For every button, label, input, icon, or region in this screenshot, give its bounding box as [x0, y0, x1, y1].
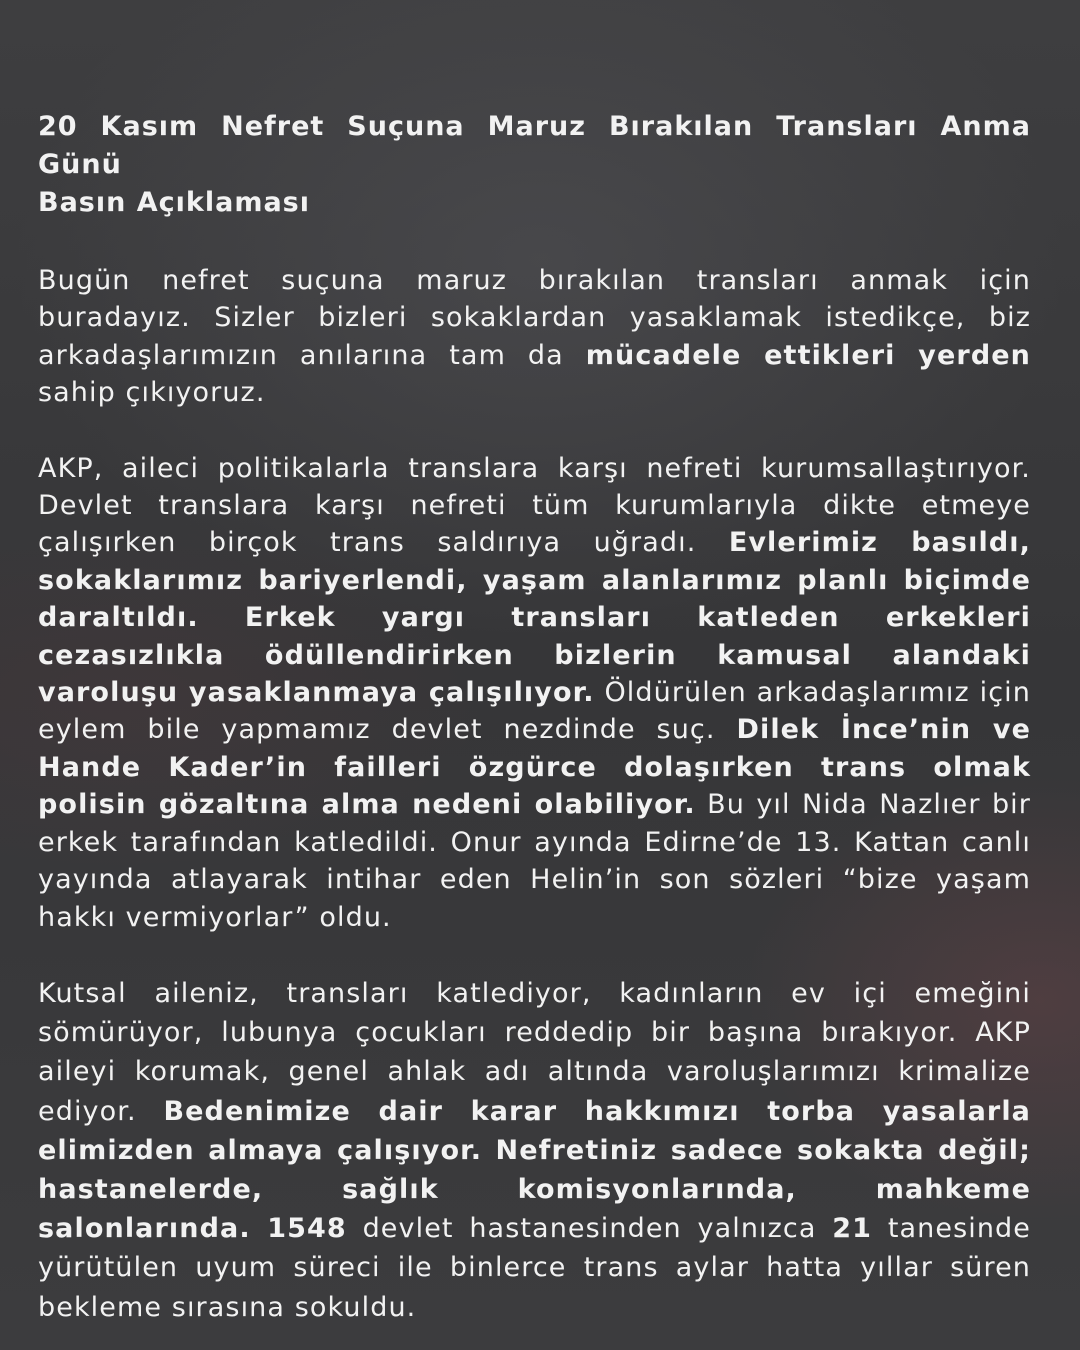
text-segment: devlet hastanesinden yalnızca — [346, 1213, 833, 1245]
press-statement — [38, 108, 1031, 1327]
bold-segment: Evlerimiz basıldı, sokaklarımız bariyerlendi, yaşam alanlarımız planlı biçimde daraltıldı. Erkek yargı transları katleden erkekleri cezasızlıkla ödüllendirirken bizlerin kamusal alandaki varoluşu yasaklanmaya çalışılıyor. — [38, 527, 1031, 709]
title-line-2: Basın Açıklaması — [38, 187, 311, 218]
bold-segment: Bedenimize dair karar hakkımızı torba yasalarla elimizden almaya çalışıyor. Nefretiniz sadece sokakta değil; hastanelerde, sağlık komisyonlarında, mahkeme salonlarında. 1548 — [38, 1095, 1031, 1245]
text-segment: Kutsal aileniz, transları katlediyor, kadınların ev içi emeğini sömürüyor, lubunya çocukları reddedip bir başına bırakıyor. AKP aileyi korumak, genel ahlak adı altında varoluşlarımızı krimalize ediyor. — [38, 977, 1031, 1127]
text-segment: Bugün nefret suçuna maruz bırakılan transları anmak için buradayız. Sizler bizleri sokaklardan yasaklamak istedikçe, biz arkadaşlarımızın anılarına tam da — [38, 265, 1031, 371]
paragraph-2 — [38, 450, 1031, 936]
statement-title — [38, 108, 1031, 222]
title-line-1: 20 Kasım Nefret Suçuna Maruz Bırakılan Transları Anma Günü — [38, 111, 1031, 180]
text-segment: AKP, aileci politikalarla translara karşı nefreti kurumsallaştırıyor. Devlet translara karşı nefreti tüm kurumlarıyla dikte etmeye çalışırken birçok trans saldırıya uğradı. — [38, 452, 1031, 559]
bold-segment: 21 — [832, 1213, 873, 1245]
text-segment: Bu yıl Nida Nazlıer bir erkek tarafından katledildi. Onur ayında Edirne’de 13. Kattan canlı yayında atlayarak intihar eden Helin’in son sözleri “bize yaşam hakkı vermiyorlar” oldu. — [38, 789, 1031, 933]
paragraph-1 — [38, 262, 1031, 412]
text-segment: sahip çıkıyoruz. — [38, 377, 266, 409]
text-segment: tanesinde yürütülen uyum süreci ile binlerce trans aylar hatta yıllar süren bekleme sırasına sokuldu. — [38, 1213, 1032, 1323]
bold-segment: mücadele ettikleri yerden — [585, 339, 1031, 371]
text-segment: Öldürülen arkadaşlarımız için eylem bile yapmamız devlet nezdinde suç. — [38, 677, 1031, 746]
paragraph-3 — [38, 974, 1031, 1327]
bold-segment: Dilek İnce’nin ve Hande Kader’in failleri özgürce dolaşırken trans olmak polisin gözaltına alma nedeni olabiliyor. — [38, 714, 1031, 821]
